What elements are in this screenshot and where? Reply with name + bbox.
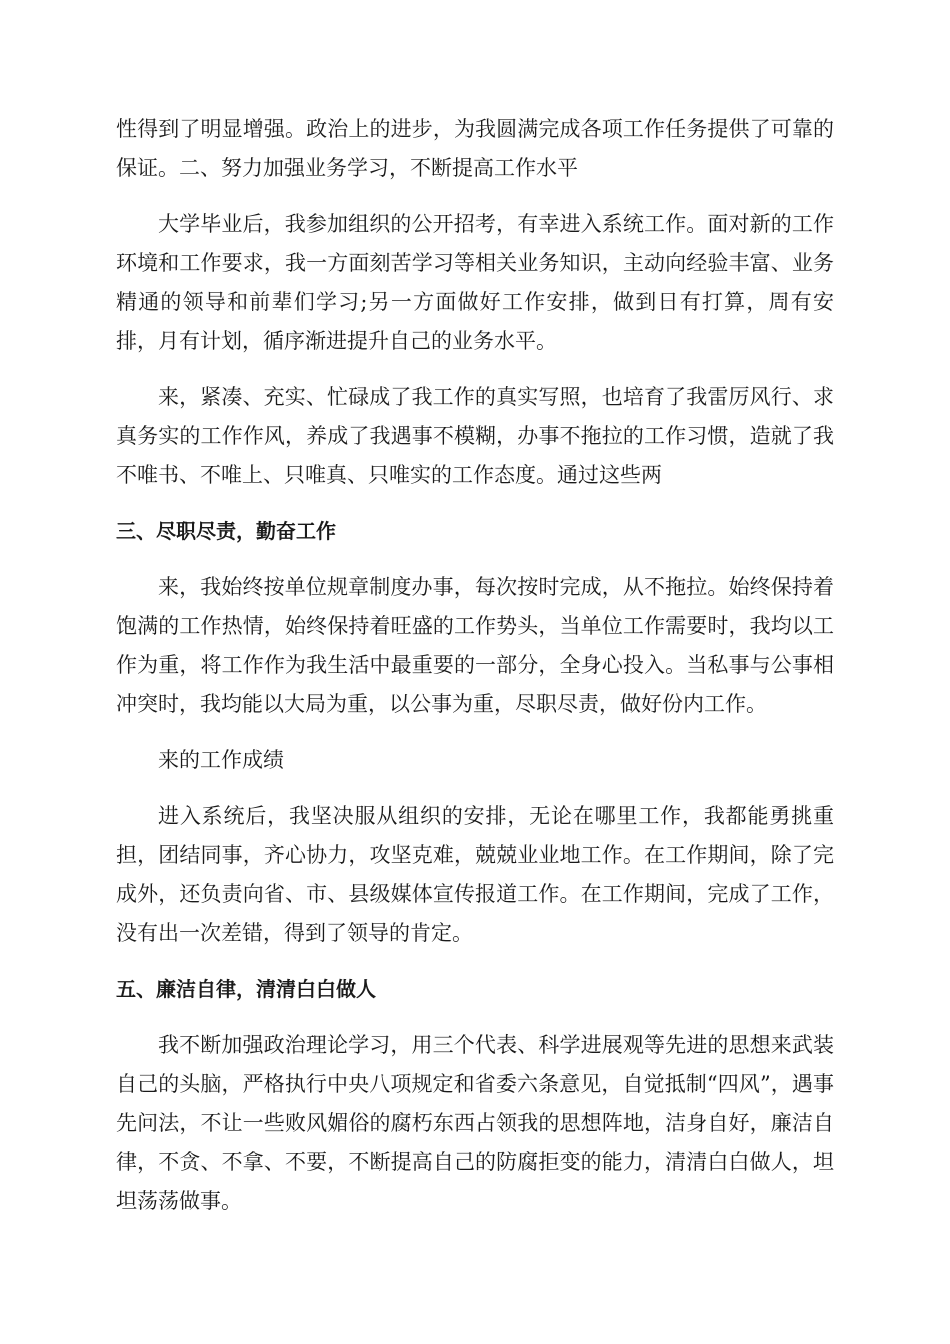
paragraph-work-style: 来，紧凑、充实、忙碌成了我工作的真实写照，也培育了我雷厉风行、求真务实的工作作风，养成了我遇事不模糊，办事不拖拉的工作习惯，造就了我不唯书、不唯上、只唯真、只唯实的工作态度。通过这些两 bbox=[116, 385, 834, 487]
section-heading-3: 三、尽职尽责，勤奋工作 bbox=[116, 519, 336, 543]
document-page bbox=[116, 110, 834, 1238]
paragraph-integrity: 我不断加强政治理论学习，用三个代表、科学进展观等先进的思想来武装自己的头脑，严格执行中央八项规定和省委六条意见，自觉抵制“四风”，遇事先问法，不让一些败风媚俗的腐朽东西占领我的思想阵地，洁身自好，廉洁自律，不贪、不拿、不要，不断提高自己的防腐拒变的能力，清清白白做人，坦坦荡荡做事。 bbox=[116, 1033, 834, 1213]
paragraph-continuation: 性得到了明显增强。政治上的进步，为我圆满完成各项工作任务提供了可靠的保证。二、努力加强业务学习，不断提高工作水平 bbox=[116, 117, 834, 180]
paragraph-work-results-title: 来的工作成绩 bbox=[158, 748, 284, 772]
paragraph-work-results: 进入系统后，我坚决服从组织的安排，无论在哪里工作，我都能勇挑重担，团结同事，齐心协力，攻坚克难，兢兢业业地工作。在工作期间，除了完成外，还负责向省、市、县级媒体宣传报道工作。在工作期间，完成了工作，没有出一次差错，得到了领导的肯定。 bbox=[116, 804, 834, 945]
paragraph-business-study: 大学毕业后，我参加组织的公开招考，有幸进入系统工作。面对新的工作环境和工作要求，我一方面刻苦学习等相关业务知识，主动向经验丰富、业务精通的领导和前辈们学习;另一方面做好工作安排，做到日有打算，周有安排，月有计划，循序渐进提升自己的业务水平。 bbox=[116, 212, 834, 353]
section-heading-5: 五、廉洁自律，清清白白做人 bbox=[116, 977, 376, 1001]
paragraph-diligent-work: 来，我始终按单位规章制度办事，每次按时完成，从不拖拉。始终保持着饱满的工作热情，始终保持着旺盛的工作势头，当单位工作需要时，我均以工作为重，将工作作为我生活中最重要的一部分，全身心投入。当私事与公事相冲突时，我均能以大局为重，以公事为重，尽职尽责，做好份内工作。 bbox=[116, 575, 834, 716]
